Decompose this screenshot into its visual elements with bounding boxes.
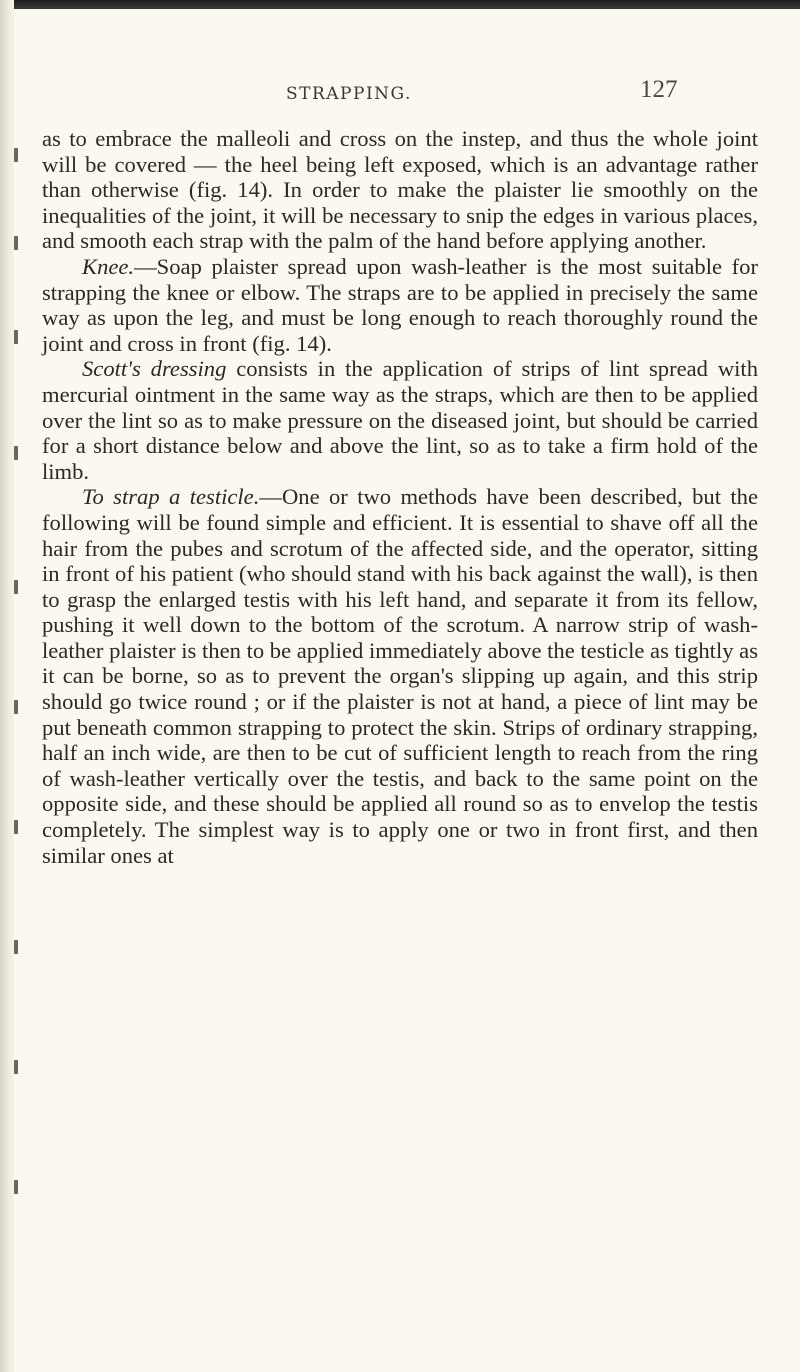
paragraph-knee [42,254,758,356]
paragraph-ankle [42,126,758,254]
paragraph-lead: Knee. [82,253,135,279]
gutter-mark [14,1060,18,1074]
paragraph-body: as to embrace the malleoli and cross on the instep, and thus the whole joint will be covered — the heel being left exposed, which is an advantage rather than otherwise (fig. 14). In order to make the plaister lie smoothly on the inequalities of the joint, it will be necessary to snip the edges in various places, and smooth each strap with the palm of the hand before applying another. [42,126,758,254]
gutter-mark [14,580,18,594]
gutter-mark [14,700,18,714]
gutter-mark [14,940,18,954]
paragraph-body: —One or two methods have been described, but the following will be found simple and efficient. It is essential to shave off all the hair from the pubes and scrotum of the affected side, and the operator, sitting in front of his patient (who should stand with his back against the wall), is then to grasp the enlarged testis with his left hand, and separate it from its fellow, pushing it well down to the bottom of the scrotum. A narrow strip of wash-leather plaister is then to be applied immediately above the testicle as tightly as it can be borne, so as to prevent the organ's slipping up again, and this strip should go twice round ; or if the plaister is not at hand, a piece of lint may be put beneath common strapping to protect the skin. Strips of ordinary strapping, half an inch wide, are then to be cut of sufficient length to reach from the ring of wash-leather vertically over the testis, and back to the same point on the opposite side, and these should be applied all round so as to envelop the testis completely. The simplest way is to apply one or two in front first, and then similar ones at [42,484,758,868]
running-title: STRAPPING. [286,84,412,104]
gutter-mark [14,236,18,250]
gutter-mark [14,1180,18,1194]
page-number: 127 [640,76,678,103]
paragraph-body: —Soap plaister spread upon wash-leather is the most suitable for strapping the knee or elbow. The straps are to be applied in precisely the same way as upon the leg, and must be long enough to reach thoroughly round the joint and cross in front (fig. 14). [42,253,758,356]
paragraph-body: consists in the application of strips of lint spread with mercurial ointment in the same way as the straps, which are then to be applied over the lint so as to make pressure on the diseased joint, but should be carried for a short distance below and above the lint, so as to take a firm hold of the limb. [42,356,758,484]
paragraph-lead: Scott's dressing [82,356,227,382]
gutter-mark [14,330,18,344]
paragraph-scotts-dressing [42,356,758,484]
gutter-mark [14,820,18,834]
gutter-mark [14,446,18,460]
paragraph-lead: To strap a testicle. [82,484,260,510]
body-text [42,126,758,868]
page-top-edge [0,0,800,9]
gutter-mark [14,148,18,162]
book-spine-shadow [0,0,14,1372]
paragraph-testicle [42,484,758,868]
